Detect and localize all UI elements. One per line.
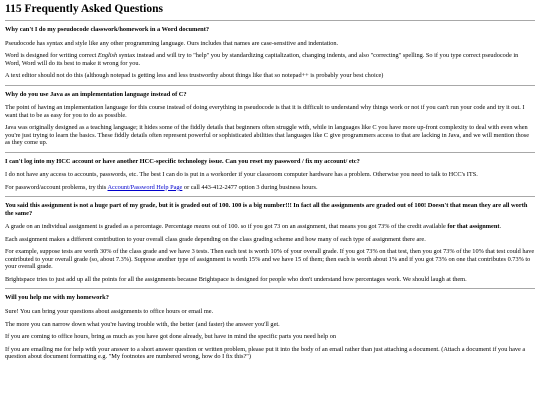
faq-answer-login-p2	[5, 184, 535, 192]
faq-question-login: I can't log into my HCC account or have another HCC-specific technology issue. Can you reset my password / fix my account/ etc?	[5, 157, 360, 165]
text-run: syntax instead and will try to "help" you by standardizing capitalization, changing indents, and also "correcting" spelling. So if you type correct pseudocode in Word, Word will do its best to make it wrong for you.	[5, 52, 519, 67]
faq-question-word: Why can't I do my pseudocode classwork/homework in a Word document?	[5, 26, 210, 33]
text-run: A grade on an individual assignment is graded as a percentage. Percentage	[5, 223, 195, 231]
text-run: For password/account problems, try this	[5, 183, 108, 191]
text-run: Word is designed for writing correct	[5, 52, 98, 60]
faq-question-grade: You said this assignment is not a huge part of my grade, but it is graded out of 100. 100 is a big number!!! In fact all the assignments are graded out of 100! Doesn't that mean they are all worth the same?	[5, 202, 528, 217]
divider	[5, 196, 535, 197]
faq-answer-grade-p3: For example, suppose tests are worth 30% of the class grade and we have 3 tests. Then each test is worth 10% of your overall grade. If you got 73% on that test, then you got 73% of the 10% that test could have contributed to your overall grade (so, about 7.3%). Suppose another type of assignment is worth 15% and we have 15 of them; then each is worth about 1% and if you got 73% on one that contributes 0.73% to your overall grade.	[5, 248, 535, 271]
text-run: out of 100. so if you got 73 on an assignment, that means you got 73% of the credit available	[210, 223, 448, 231]
faq-answer-help-p2: The more you can narrow down what you're having trouble with, the better (and faster) the answer you'll get.	[5, 320, 280, 328]
faq-answer-java-p1: The point of having an implementation language for this course instead of doing everything in pseudocode is that it is difficult to understand why things work or not if you can't run your code and try it out. I want that to be as easy for you to do as possible.	[5, 104, 525, 119]
divider	[5, 288, 535, 289]
faq-answer-word-p1: Pseudocode has syntax and style like any other programming language. Ours includes that names are case-sensitive and indentation.	[5, 39, 339, 47]
divider	[5, 85, 535, 86]
faq-answer-grade-p4: Brightspace tries to just add up all the points for all the assignments because Brightspace is designed for people who don't understand how percentages work. We should laugh at them.	[5, 275, 467, 283]
text-run: .	[499, 223, 502, 231]
page-title: 115 Frequently Asked Questions	[5, 3, 163, 15]
emphasis-means: means	[194, 223, 211, 231]
strong-for-that-assignment: for that assignment	[447, 223, 500, 231]
faq-answer-login-p1: I do not have any access to accounts, passwords, etc. The best I can do is put in a workorder if your classroom computer hardware has a problem. Otherwise you need to talk to HCC's ITS.	[5, 171, 478, 179]
faq-question-java: Why do you use Java as an implementation language instead of C?	[5, 90, 187, 98]
faq-answer-word-p3: A text editor should not do this (although notepad is getting less and less trustworthy about things like that so notepad++ is probably your best choice)	[5, 72, 384, 80]
faq-answer-grade-p2: Each assignment makes a different contribution to your overall class grade depending on the class grading scheme and how many of each type of assignment there are.	[5, 235, 426, 243]
faq-answer-help-p4: If you are emailing me for help with your answer to a short answer question or written problem, please put it into the body of an email rather than just attaching a document. (Attach a document if you have a question about document formatting e.g. "My footnotes are numbered wrong, how do I fix this?")	[5, 345, 526, 361]
faq-answer-grade-p1	[5, 223, 535, 231]
faq-answer-help-p3: If you are coming to office hours, bring as much as you have got done already, but have in mind the specific parts you need help on	[5, 333, 337, 341]
divider	[5, 152, 535, 153]
account-password-help-link[interactable]: Account/Password Help Page	[107, 183, 183, 191]
emphasis-english: English	[97, 52, 118, 60]
divider	[5, 20, 535, 21]
faq-answer-word-p2	[5, 52, 535, 67]
faq-question-help: Will you help me with my homework?	[5, 294, 109, 302]
faq-answer-java-p2: Java was originally designed as a teaching language; it hides some of the fiddly details that beginners often struggle with, while in languages like C you have more up-front complexity to deal with even when you're just trying to learn the basics. These fiddly details often represent powerful or sophisticated abilities that languages like C give programmers access to that are lacking in Java, and we will mention those as they come up.	[5, 124, 530, 147]
faq-answer-help-p1: Sure! You can bring your questions about assignments to office hours or email me.	[5, 308, 214, 316]
text-run: or call 443-412-2477 option 3 during business hours.	[182, 183, 318, 191]
